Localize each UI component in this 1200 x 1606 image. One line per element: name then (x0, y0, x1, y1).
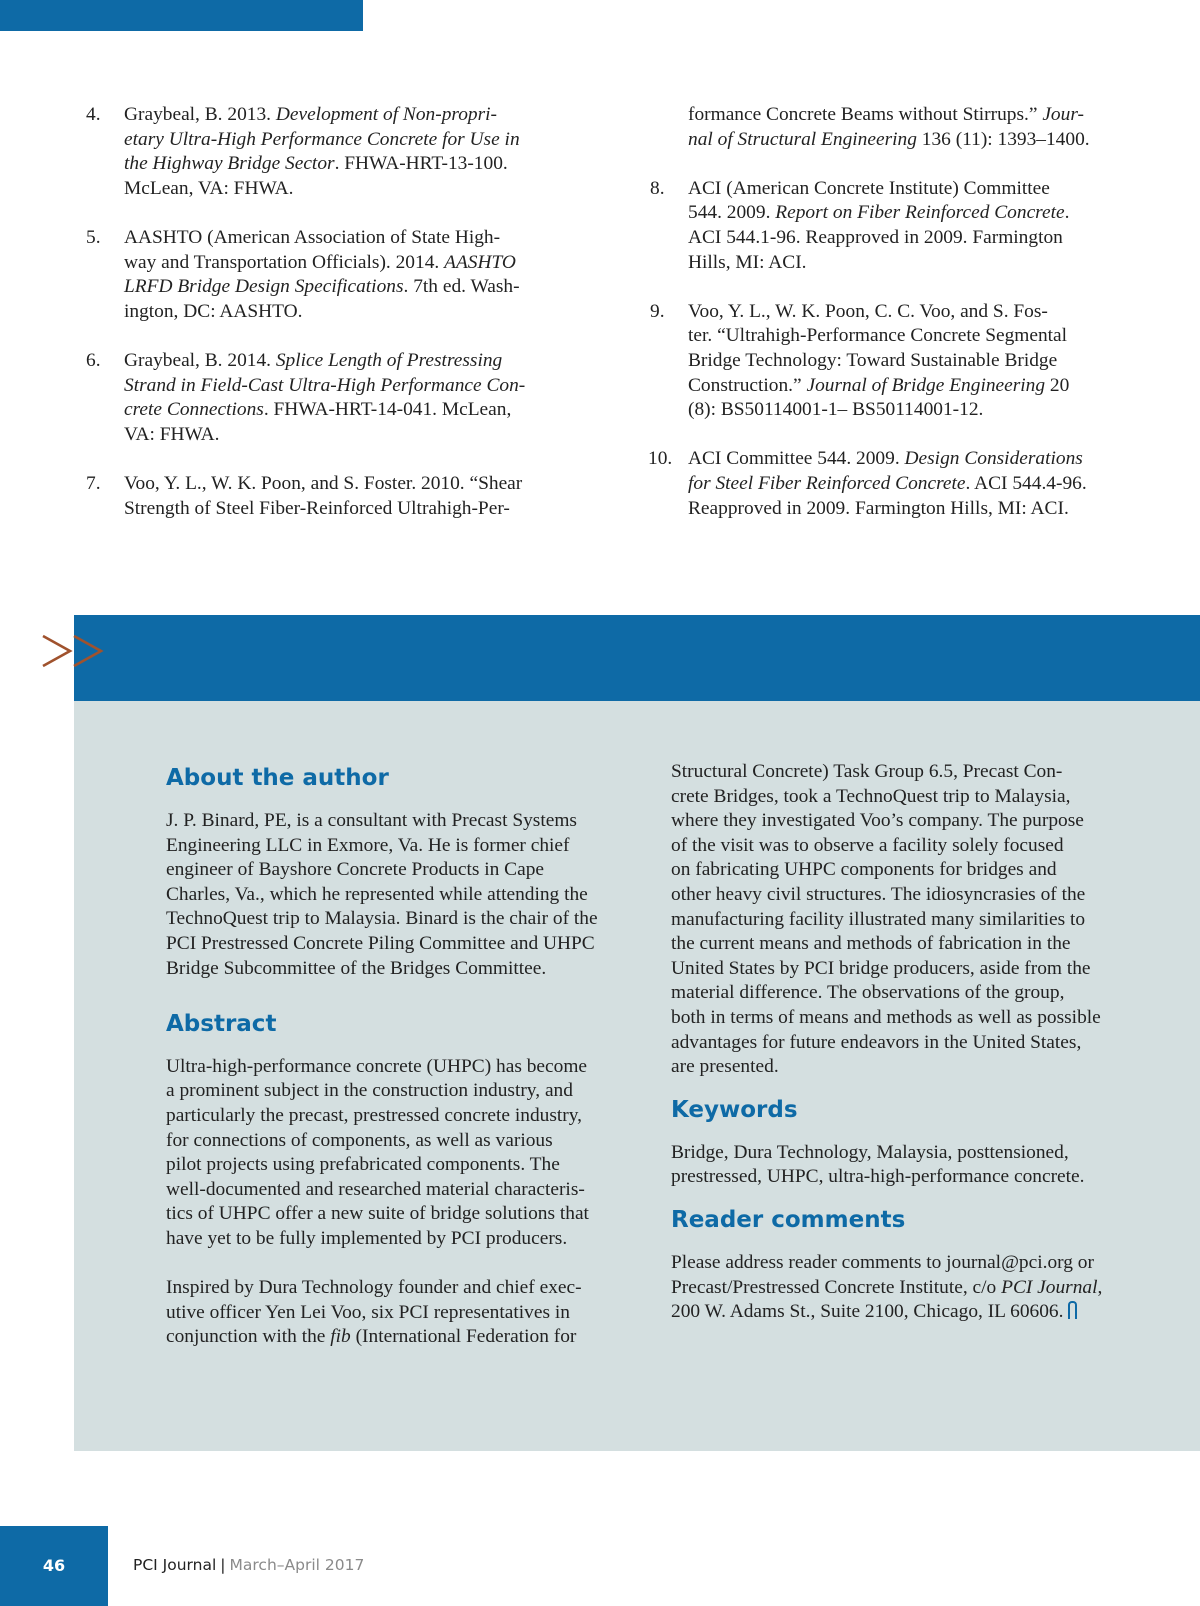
reference-item (86, 349, 556, 447)
reader-comments-heading: Reader comments (671, 1206, 906, 1233)
abstract-paragraph-2: Inspired by Dura Technology founder and chief exec- utive officer Yen Lei Voo, six PCI representatives in conjunction with the fib (International Federation for (166, 1277, 582, 1348)
reference-item (650, 300, 1120, 423)
footer-publication: PCI Journal (133, 1556, 217, 1574)
reference-text: AASHTO (American Association of State High- way and Transportation Officials). 2014. AASHTO LRFD Bridge Design Specifications. 7th ed. Wash- ington, DC: AASHTO. (124, 226, 520, 322)
page-number: 46 (42, 1556, 66, 1575)
reference-text: Graybeal, B. 2013. Development of Non-propri- etary Ultra-High Performance Concrete for Use in the Highway Bridge Sector. FHWA-HRT-13-100. McLean, VA: FHWA. (124, 104, 520, 199)
footer-separator: | (220, 1556, 226, 1574)
reference-item (650, 177, 1120, 275)
abstract-paragraph-1: Ultra-high-performance concrete (UHPC) has become a prominent subject in the construction industry, and particularly the precast, prestressed concrete industry, for connections of components, as well as various pilot projects using prefabricated components. The well-documented and researched material characteris- tics of UHPC offer a new suite of bridge solutions that have yet to be fully implemented by PCI producers. (166, 1055, 589, 1249)
abstract-paragraph-3: Structural Concrete) Task Group 6.5, Precast Con- crete Bridges, took a TechnoQuest trip to Malaysia, where they investigated Voo’s company. The purpose of the visit was to observe a facility solely focused on fabricating UHPC components for bridges and other heavy civil structures. The idiosyncrasies of the manufacturing facility illustrated many similarities to the current means and methods of fabrication in the United States by PCI bridge producers, aside from the material difference. The observations of the group, both in terms of means and methods as well as possible advantages for future endeavors in the United States, are presented. (671, 761, 1101, 1078)
reference-number: 4. (86, 104, 101, 125)
footer-date: March–April 2017 (229, 1556, 365, 1574)
about-author-text: J. P. Binard, PE, is a consultant with Precast Systems Engineering LLC in Exmore, Va. He is former chief engineer of Bayshore Concrete Products in Cape Charles, Va., which he represented while attending the TechnoQuest trip to Malaysia. Binard is the chair of the PCI Prestressed Concrete Piling Committee and UHPC Bridge Subcommittee of the Bridges Committee. (166, 810, 598, 979)
reference-item (86, 472, 556, 521)
keywords-heading: Keywords (671, 1096, 798, 1123)
reference-number: 10. (648, 448, 673, 470)
reference-number: 5. (86, 226, 101, 248)
reference-text: ACI (American Concrete Institute) Committee 544. 2009. Report on Fiber Reinforced Concrete. ACI 544.1-96. Reapproved in 2009. Farmington Hills, MI: ACI. (688, 177, 1070, 273)
reference-number: 8. (650, 177, 665, 199)
reference-text: Voo, Y. L., W. K. Poon, and S. Foster. 2010. “Shear Strength of Steel Fiber-Reinforced Ultrahigh-Per- (124, 472, 523, 519)
abstract-heading: Abstract (166, 1010, 277, 1037)
reference-text: Graybeal, B. 2014. Splice Length of Prestressing Strand in Field-Cast Ultra-High Performance Con- crete Connections. FHWA-HRT-14-041. McLean, VA: FHWA. (124, 349, 526, 445)
about-author-heading: About the author (166, 765, 389, 791)
top-accent-bar (0, 0, 363, 31)
keywords-text: Bridge, Dura Technology, Malaysia, posttensioned, prestressed, UHPC, ultra-high-performance concrete. (671, 1141, 1085, 1188)
reference-number: 7. (86, 472, 101, 494)
references-left-column (86, 103, 556, 546)
reference-item (650, 447, 1120, 521)
reference-item (86, 103, 556, 201)
sidebar-header-bar (74, 615, 1200, 701)
sidebar-right-column (671, 760, 1141, 1349)
reader-comments-body: Please address reader comments to journal@pci.org or Precast/Prestressed Concrete Institute, c/o PCI Journal, 200 W. Adams St., Suite 2100, Chicago, IL 60606. (671, 1251, 1103, 1323)
reference-text: formance Concrete Beams without Stirrups.” Jour- nal of Structural Engineering 136 (11): 1393–1400. (688, 104, 1090, 150)
end-of-article-icon (1068, 1301, 1077, 1319)
reference-number: 9. (650, 300, 665, 322)
reference-text: ACI Committee 544. 2009. Design Considerations for Steel Fiber Reinforced Concrete. ACI 544.4-96. Reapproved in 2009. Farmington Hills, MI: ACI. (688, 448, 1087, 519)
footer (133, 1556, 364, 1574)
reference-number: 6. (86, 349, 101, 371)
reference-text: Voo, Y. L., W. K. Poon, C. C. Voo, and S. Fos- ter. “Ultrahigh-Performance Concrete Segmental Bridge Technology: Toward Sustainable Bridge Construction.” Journal of Bridge Engineering 20 (8): BS50114001-1– BS50114001-12. (688, 300, 1070, 421)
reference-item (86, 226, 556, 324)
sidebar-left-column (166, 760, 626, 1374)
reader-comments-text (671, 1251, 1141, 1325)
double-chevron-icon (40, 630, 110, 672)
reference-item (650, 103, 1120, 152)
references-right-column (650, 103, 1120, 546)
